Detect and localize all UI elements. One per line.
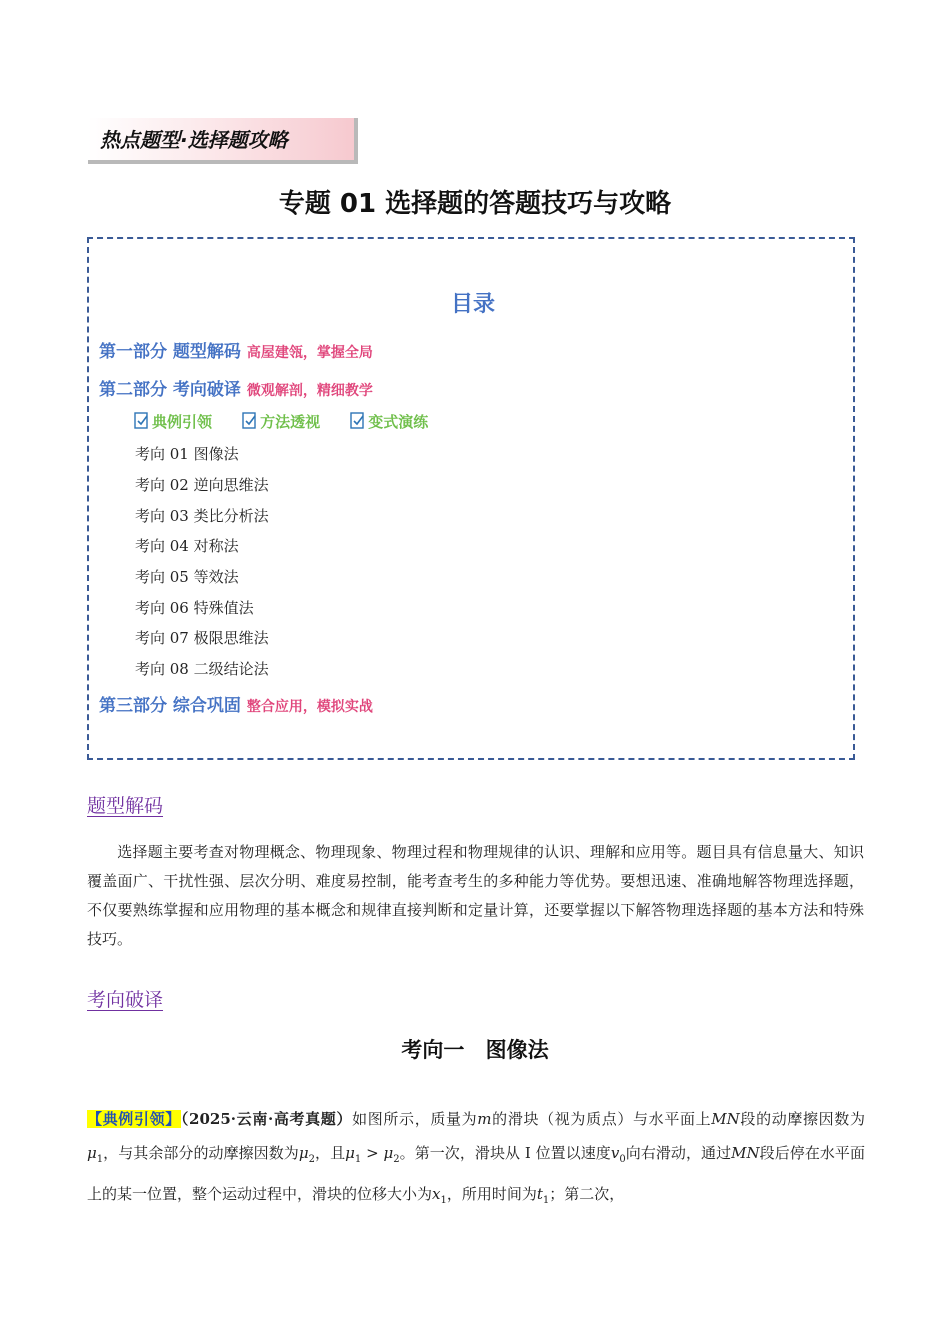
symbol-t: t [536, 1185, 543, 1203]
symbol-mu: μ [345, 1144, 355, 1162]
banner-text: 热点题型·选择题攻略 [100, 128, 288, 152]
toc-item[interactable]: 考向 08 二级结论法 [135, 660, 269, 678]
document-title: 专题 01 选择题的答题技巧与攻略 [278, 189, 672, 219]
intro-paragraph [87, 838, 864, 954]
example-text: ，且 [314, 1144, 346, 1162]
toc-part-2-subtitle: 微观解剖，精细教学 [246, 383, 373, 399]
tag-method-insight[interactable] [241, 411, 320, 432]
symbol-mu: μ [383, 1144, 394, 1162]
tag-label: 方法透视 [260, 413, 321, 431]
toc-part-2-label: 第二部分 考向破译 [99, 380, 241, 400]
example-source: （2025·云南·高考真题） [180, 1110, 353, 1128]
tag-variant-practice[interactable] [349, 411, 428, 432]
toc-item[interactable]: 考向 01 图像法 [135, 445, 239, 463]
symbol-mn: MN [731, 1144, 760, 1162]
symbol-x: x [432, 1185, 441, 1203]
direction-one-title: 考向一 图像法 [401, 1038, 549, 1062]
intro-text: 选择题主要考查对物理概念、物理现象、物理过程和物理规律的认识、理解和应用等。题目具有信息量大、知识覆盖面广、干扰性强、层次分明、难度易控制，能考查考生的多种能力等优势。要想迅速、准确地解答物理选择题，不仅要熟练掌握和应用物理的基本概念和规律直接判断和定量计算，还要掌握以下解答物理选择题的基本方法和特殊技巧。 [87, 843, 864, 948]
toc-heading: 目录 [450, 292, 495, 317]
toc-part-3-label: 第三部分 综合巩固 [99, 696, 241, 716]
example-text: 段的动摩擦因数为 [739, 1110, 865, 1128]
toc-part-1-subtitle: 高屋建瓴，掌握全局 [246, 345, 373, 361]
section-heading-decoding: 题型解码 [87, 795, 164, 817]
toc-tags [133, 411, 452, 432]
subscript: 2 [308, 1154, 315, 1165]
example-text: 。第一次，滑块从 I 位置以速度 [399, 1144, 611, 1162]
symbol-m: m [477, 1110, 492, 1128]
symbol-mu: μ [87, 1144, 97, 1162]
symbol-mn: MN [711, 1110, 740, 1128]
tag-typical-example[interactable] [133, 411, 212, 432]
toc-item[interactable]: 考向 06 特殊值法 [135, 599, 254, 617]
subscript: 1 [440, 1195, 447, 1206]
toc-part-3[interactable] [99, 691, 373, 716]
example-text: 段后停在水平面上的某一位置，整个运动过程中，滑块的位移大小为 [87, 1144, 865, 1203]
tag-label: 变式演练 [368, 413, 429, 431]
toc-part-1-label: 第一部分 题型解码 [99, 342, 241, 362]
example-paragraph [87, 1102, 865, 1218]
document-check-icon [133, 412, 151, 430]
example-text: ，与其余部分的动摩擦因数为 [103, 1144, 299, 1162]
toc-item[interactable]: 考向 04 对称法 [135, 537, 239, 555]
subscript: 2 [393, 1154, 400, 1165]
toc-item[interactable]: 考向 05 等效法 [135, 568, 239, 586]
symbol-v: v [610, 1144, 620, 1162]
document-check-icon [349, 412, 367, 430]
subscript: 1 [96, 1154, 104, 1165]
tag-label: 典例引领 [152, 413, 213, 431]
example-text: 向右滑动，通过 [625, 1144, 732, 1162]
toc-part-1[interactable] [99, 337, 373, 362]
example-text: 的滑块（视为质点）与水平面上 [491, 1110, 712, 1128]
toc-item[interactable]: 考向 02 逆向思维法 [135, 476, 269, 494]
toc-item[interactable]: 考向 07 极限思维法 [135, 629, 269, 647]
table-of-contents [87, 237, 855, 760]
subscript: 1 [354, 1154, 362, 1165]
example-text: 如图所示，质量为 [352, 1110, 478, 1128]
subscript: 1 [542, 1195, 550, 1206]
example-tag: 【典例引领】 [87, 1110, 181, 1128]
subscript: 0 [619, 1154, 626, 1165]
example-text: ，所用时间为 [446, 1185, 537, 1203]
document-check-icon [241, 412, 259, 430]
toc-part-2[interactable] [99, 375, 373, 400]
section-heading-directions: 考向破译 [87, 989, 164, 1011]
example-text: ；第二次， [549, 1185, 625, 1203]
toc-part-3-subtitle: 整合应用，模拟实战 [246, 699, 373, 715]
topic-banner [88, 118, 358, 164]
example-text: > [361, 1144, 384, 1162]
symbol-mu: μ [298, 1144, 309, 1162]
toc-item[interactable]: 考向 03 类比分析法 [135, 507, 269, 525]
